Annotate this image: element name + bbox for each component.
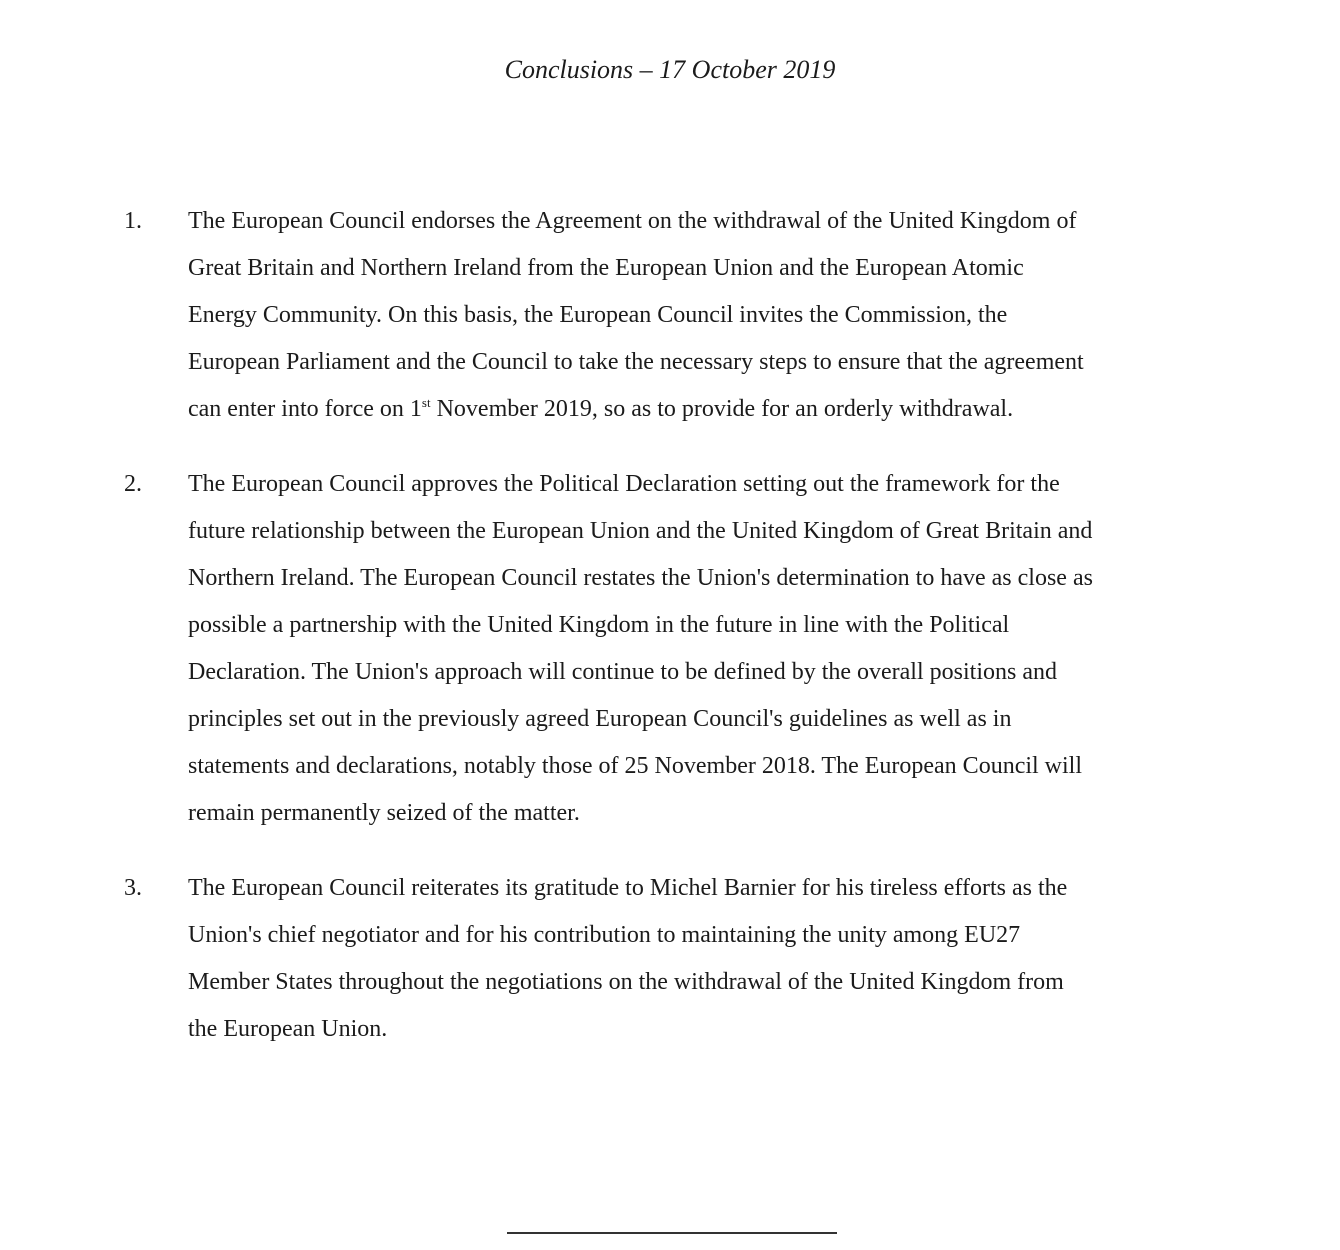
paragraph-line: future relationship between the European Union and the United Kingdom of Great Britain and — [188, 518, 1093, 544]
footer-rule — [507, 1232, 837, 1234]
line-segment: can enter into force on 1 — [188, 396, 422, 422]
paragraph-line: principles set out in the previously agreed European Council's guidelines as well as in — [188, 706, 1012, 732]
paragraph-line: Energy Community. On this basis, the European Council invites the Commission, the — [188, 302, 1008, 328]
paragraph-number: 2. — [124, 471, 142, 497]
page-title: Conclusions – 17 October 2019 — [504, 55, 836, 84]
paragraph-line: Union's chief negotiator and for his contribution to maintaining the unity among EU27 — [188, 922, 1021, 948]
paragraph-line — [188, 386, 1228, 433]
paragraph-line: The European Council approves the Political Declaration setting out the framework for the — [188, 471, 1060, 497]
paragraph-number: 3. — [124, 875, 142, 901]
paragraph-line: Great Britain and Northern Ireland from the European Union and the European Atomic — [188, 255, 1024, 281]
paragraph-line: possible a partnership with the United Kingdom in the future in line with the Political — [188, 612, 1010, 638]
paragraph-line: Northern Ireland. The European Council restates the Union's determination to have as close as — [188, 565, 1093, 591]
paragraph-line: The European Council reiterates its gratitude to Michel Barnier for his tireless efforts as the — [188, 875, 1068, 901]
paragraph-text — [188, 461, 1228, 837]
paragraph-line: the European Union. — [188, 1016, 388, 1042]
paragraph-line: statements and declarations, notably those of 25 November 2018. The European Council will — [188, 753, 1083, 779]
paragraph-line: European Parliament and the Council to take the necessary steps to ensure that the agreement — [188, 349, 1084, 375]
paragraph-text — [188, 865, 1228, 1053]
paragraph-line: Declaration. The Union's approach will continue to be defined by the overall positions and — [188, 659, 1057, 685]
ordinal-superscript: st — [421, 395, 431, 410]
paragraph-line: Member States throughout the negotiations on the withdrawal of the United Kingdom from — [188, 969, 1064, 995]
paragraph-number: 1. — [124, 208, 142, 234]
paragraph-line: The European Council endorses the Agreement on the withdrawal of the United Kingdom of — [188, 208, 1077, 234]
paragraph-text — [188, 198, 1228, 433]
line-segment: November 2019, so as to provide for an orderly withdrawal. — [430, 396, 1014, 422]
paragraph-line: remain permanently seized of the matter. — [188, 800, 580, 826]
